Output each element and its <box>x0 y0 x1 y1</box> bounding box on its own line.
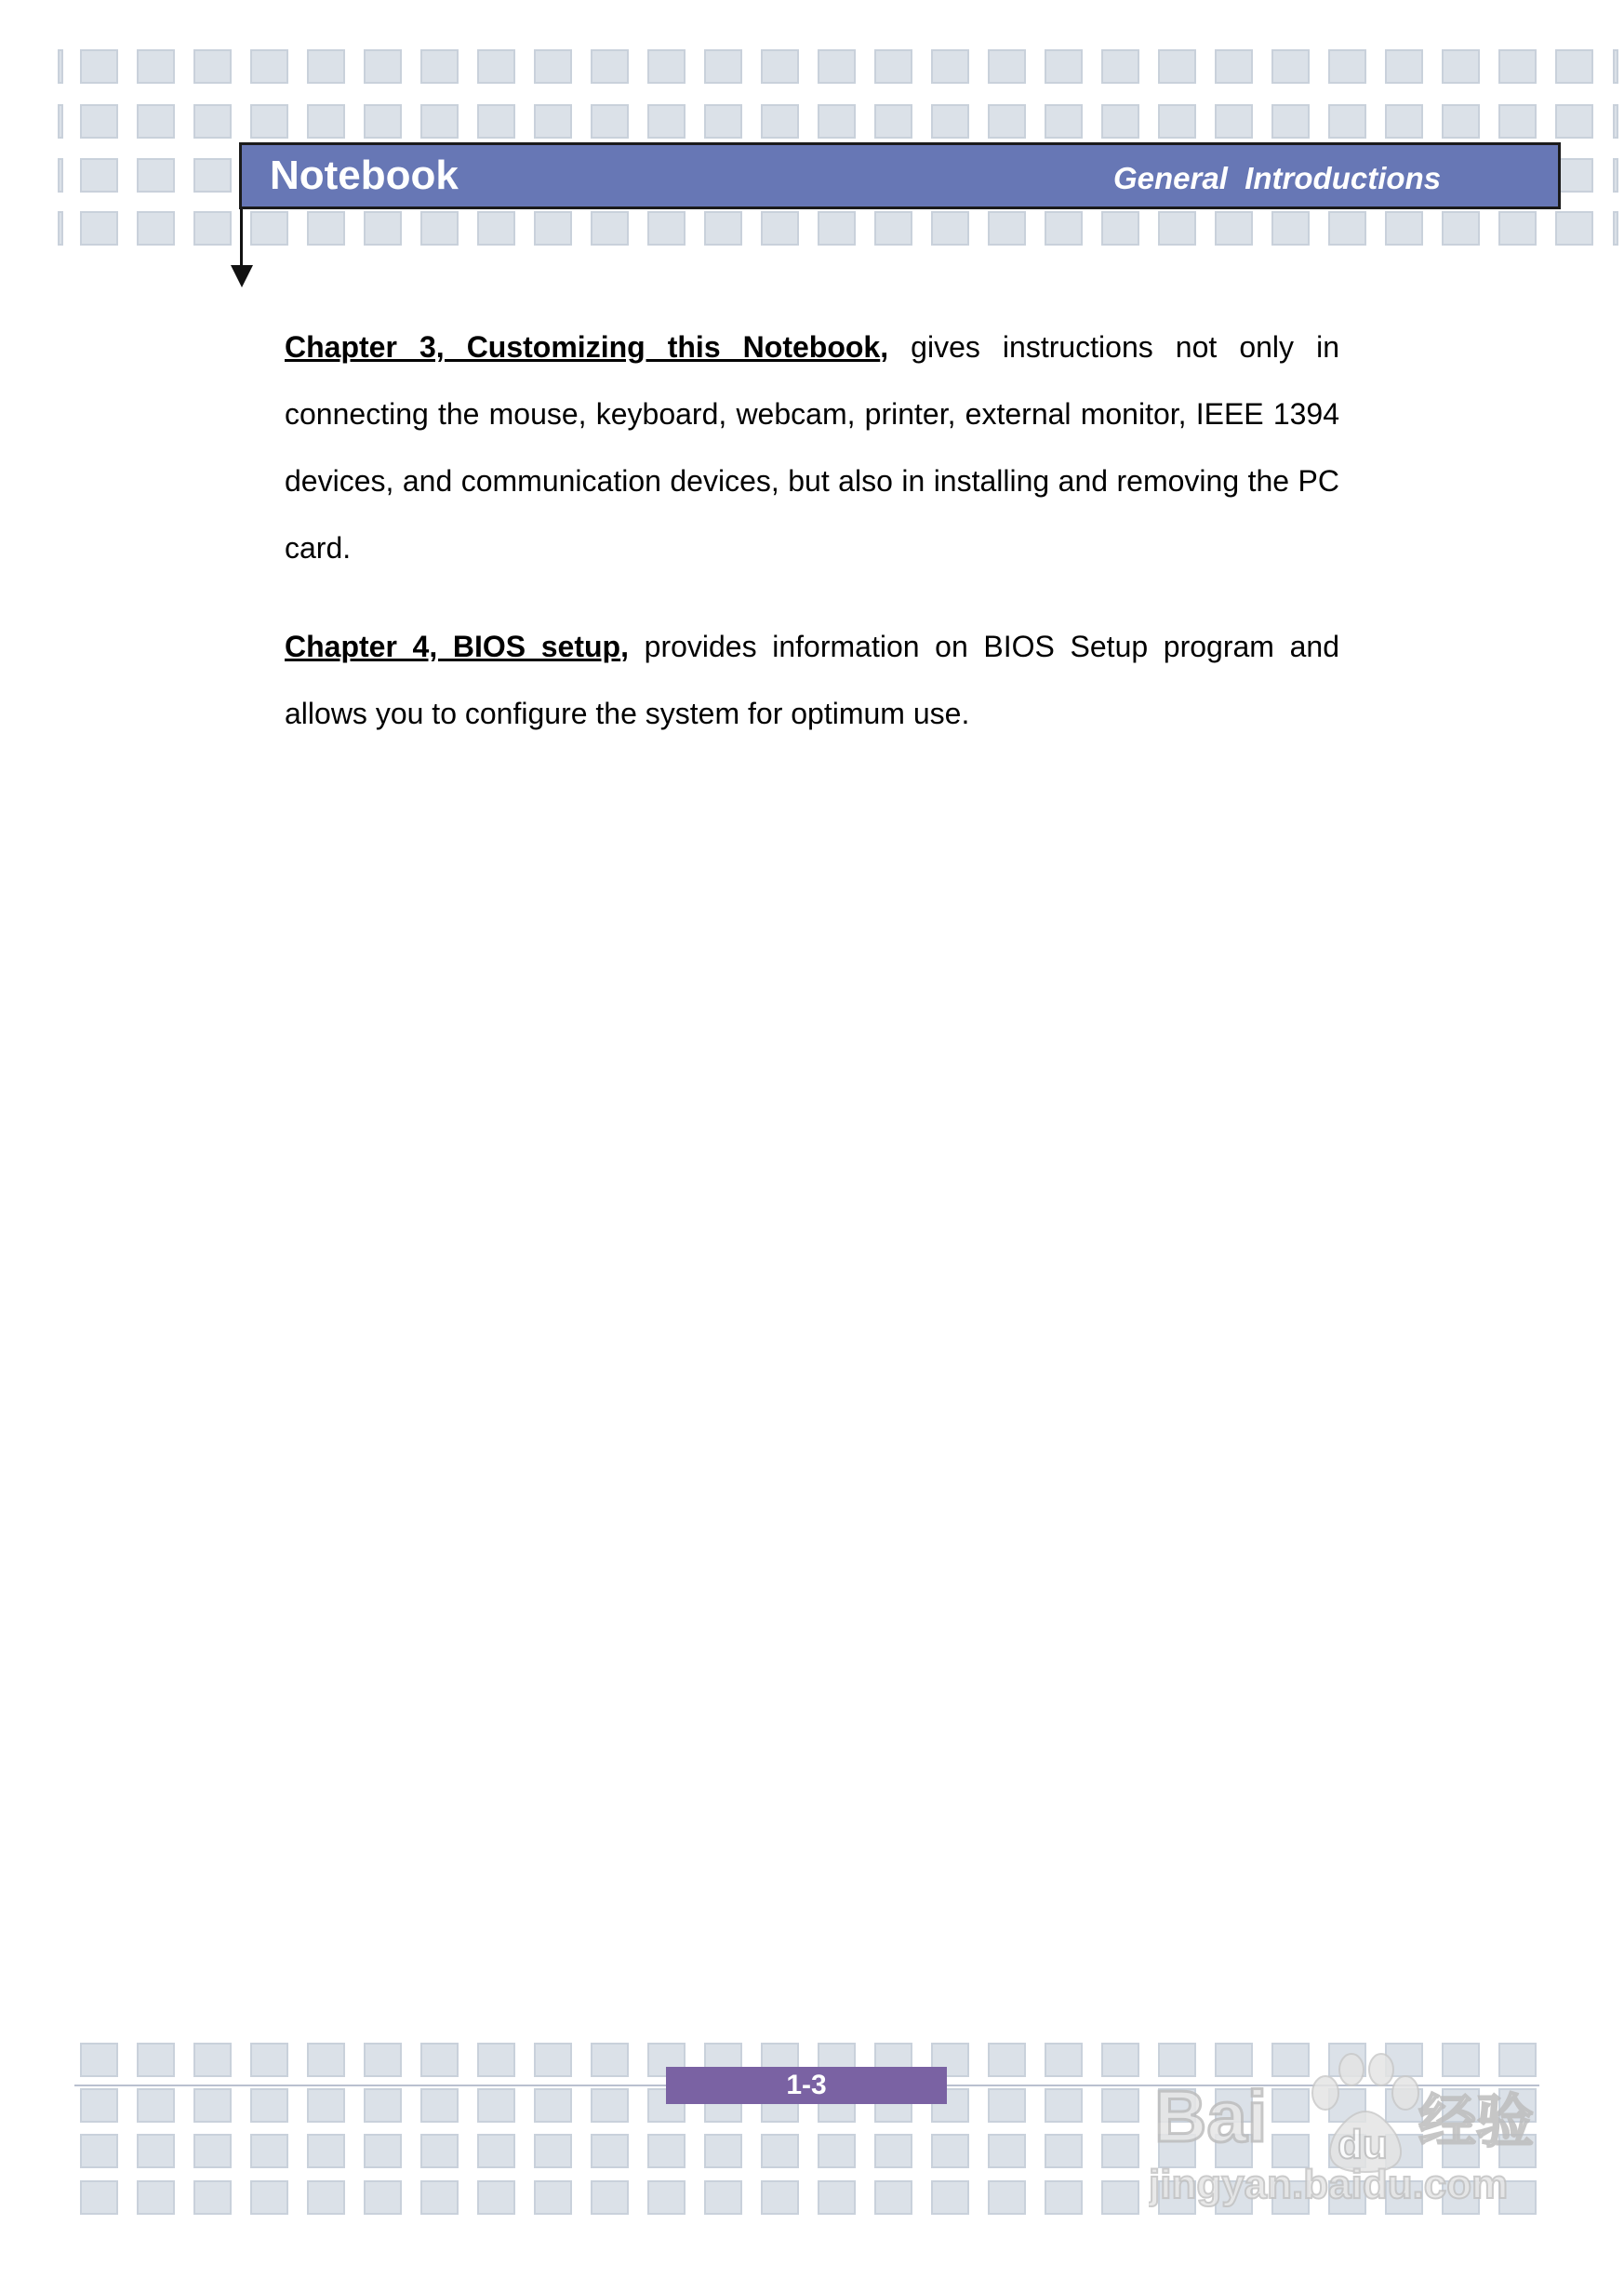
tile <box>1158 49 1196 84</box>
tile <box>1045 104 1083 139</box>
tile <box>647 2180 686 2215</box>
tile <box>1215 104 1253 139</box>
tile <box>1498 49 1537 84</box>
tile <box>477 2180 515 2215</box>
tile <box>704 211 742 246</box>
tile <box>1045 2043 1083 2077</box>
paragraph-body: gives instructions not only in connecting the mouse, keyboard, webcam, printer, external monitor, IEEE 1394 devices, and communication devices, but also in installing and removing the PC card. <box>285 330 1340 565</box>
tile <box>364 2134 402 2168</box>
tile <box>647 211 686 246</box>
tile <box>250 211 288 246</box>
tile <box>1101 2180 1139 2215</box>
tile <box>364 104 402 139</box>
tile <box>818 2180 856 2215</box>
tile <box>1498 211 1537 246</box>
tile <box>193 2134 232 2168</box>
tile <box>250 2088 288 2123</box>
tile <box>704 104 742 139</box>
tile <box>591 2088 629 2123</box>
tile <box>1101 2134 1139 2168</box>
tile <box>137 211 175 246</box>
tile <box>307 104 345 139</box>
tile <box>364 49 402 84</box>
tile <box>874 211 912 246</box>
tile <box>761 2180 799 2215</box>
watermark-cn: 经验 <box>1418 2087 1535 2155</box>
paragraph-body: provides information on BIOS Setup program and allows you to configure the system for optimum use. <box>285 630 1340 730</box>
tile <box>591 2043 629 2077</box>
tile <box>193 2043 232 2077</box>
tile <box>1555 49 1593 84</box>
tile <box>420 104 459 139</box>
tile <box>137 49 175 84</box>
tile <box>137 2134 175 2168</box>
tile <box>420 2043 459 2077</box>
tile <box>477 2134 515 2168</box>
tile <box>931 211 969 246</box>
tile <box>534 211 572 246</box>
paragraph-chapter-4 <box>285 613 1339 747</box>
tile <box>647 2134 686 2168</box>
tile <box>1045 2180 1083 2215</box>
tile <box>364 2088 402 2123</box>
tile <box>874 49 912 84</box>
chapter-reference: Chapter 4, BIOS setup <box>285 630 621 663</box>
chapter-reference: Chapter 3, Customizing this Notebook <box>285 330 881 364</box>
tile <box>818 104 856 139</box>
tile <box>1158 211 1196 246</box>
tile <box>1328 211 1366 246</box>
tile <box>1442 104 1480 139</box>
tile <box>704 2180 742 2215</box>
tile <box>137 2180 175 2215</box>
tile <box>1271 104 1310 139</box>
tile <box>761 211 799 246</box>
tile <box>193 211 232 246</box>
tile <box>193 158 232 193</box>
tile <box>193 2180 232 2215</box>
tile <box>80 2180 118 2215</box>
tile <box>1555 158 1593 193</box>
tile <box>307 2088 345 2123</box>
tile <box>420 2134 459 2168</box>
tile <box>80 49 118 84</box>
tile <box>477 2088 515 2123</box>
tile <box>534 2043 572 2077</box>
tile <box>1045 49 1083 84</box>
tile <box>80 158 118 193</box>
tile <box>874 2134 912 2168</box>
page-number: 1-3 <box>786 2070 827 2100</box>
tile <box>818 2134 856 2168</box>
tile <box>80 104 118 139</box>
tile <box>1385 211 1423 246</box>
tile <box>58 104 63 139</box>
tile <box>1271 49 1310 84</box>
page-number-box <box>666 2067 947 2104</box>
tile <box>988 2180 1026 2215</box>
tile <box>193 104 232 139</box>
tile <box>1101 49 1139 84</box>
tile <box>1385 49 1423 84</box>
tile <box>250 2043 288 2077</box>
tile <box>307 2134 345 2168</box>
tile <box>1328 49 1366 84</box>
watermark-url: jingyan.baidu.com <box>1149 2162 1509 2207</box>
tile <box>591 104 629 139</box>
tile <box>1271 211 1310 246</box>
tile <box>874 2180 912 2215</box>
tile <box>420 2180 459 2215</box>
tile <box>761 2134 799 2168</box>
tile <box>58 49 63 84</box>
header-bar <box>239 142 1561 209</box>
tile <box>1101 2088 1139 2123</box>
tile <box>988 211 1026 246</box>
tile <box>1498 104 1537 139</box>
tile <box>1442 49 1480 84</box>
tile <box>307 211 345 246</box>
down-arrow-icon <box>231 265 253 287</box>
tile <box>534 2134 572 2168</box>
tile <box>307 49 345 84</box>
tile <box>988 49 1026 84</box>
tile <box>1555 104 1593 139</box>
tile <box>1158 104 1196 139</box>
tile <box>364 211 402 246</box>
tile <box>874 104 912 139</box>
tile <box>534 2180 572 2215</box>
tile <box>137 2088 175 2123</box>
tile <box>58 211 63 246</box>
tile <box>1613 158 1618 193</box>
tile <box>534 49 572 84</box>
tile <box>420 2088 459 2123</box>
tile <box>80 2134 118 2168</box>
arrow-line <box>240 209 243 266</box>
tile <box>307 2043 345 2077</box>
tile <box>193 2088 232 2123</box>
tile <box>761 104 799 139</box>
tile <box>1613 211 1618 246</box>
tile <box>988 104 1026 139</box>
chapter-reference-comma: , <box>880 330 889 364</box>
section-title: General Introductions <box>1113 161 1442 195</box>
tile <box>477 2043 515 2077</box>
paragraph-chapter-3 <box>285 313 1339 581</box>
tile <box>704 2134 742 2168</box>
tile <box>931 2134 969 2168</box>
tile <box>137 2043 175 2077</box>
tile <box>250 49 288 84</box>
tile <box>477 104 515 139</box>
tile <box>1045 2134 1083 2168</box>
tile <box>1442 211 1480 246</box>
tile <box>1328 104 1366 139</box>
tile <box>1613 104 1618 139</box>
tile <box>931 104 969 139</box>
tile <box>818 49 856 84</box>
tile <box>250 2134 288 2168</box>
tile <box>591 2180 629 2215</box>
tile <box>250 104 288 139</box>
tile <box>988 2088 1026 2123</box>
tile <box>1045 211 1083 246</box>
tile <box>1045 2088 1083 2123</box>
tile <box>364 2043 402 2077</box>
tile <box>591 2134 629 2168</box>
tile <box>988 2043 1026 2077</box>
tile <box>1555 211 1593 246</box>
tile <box>1215 211 1253 246</box>
tile <box>534 104 572 139</box>
watermark-brand-suffix: du <box>1338 2122 1388 2167</box>
tile <box>137 104 175 139</box>
tile <box>80 2043 118 2077</box>
tile <box>307 2180 345 2215</box>
tile <box>761 49 799 84</box>
tile <box>647 104 686 139</box>
tile <box>534 2088 572 2123</box>
tile <box>988 2134 1026 2168</box>
tile <box>931 2180 969 2215</box>
tile <box>58 158 63 193</box>
tile <box>250 2180 288 2215</box>
document-title: Notebook <box>270 153 459 198</box>
tile <box>420 49 459 84</box>
watermark-logo <box>1149 2032 1539 2218</box>
tile <box>364 2180 402 2215</box>
watermark-brand: Bai <box>1154 2075 1268 2157</box>
tile <box>1215 49 1253 84</box>
tile <box>931 49 969 84</box>
tile <box>1101 211 1139 246</box>
chapter-reference-comma: , <box>620 630 629 663</box>
tile <box>647 49 686 84</box>
tile <box>1101 104 1139 139</box>
tile <box>1101 2043 1139 2077</box>
tile <box>477 211 515 246</box>
tile <box>818 211 856 246</box>
tile <box>591 211 629 246</box>
tile <box>137 158 175 193</box>
tile <box>420 211 459 246</box>
tile <box>193 49 232 84</box>
tile <box>591 49 629 84</box>
tile <box>1613 49 1618 84</box>
tile <box>80 211 118 246</box>
tile <box>477 49 515 84</box>
tile <box>704 49 742 84</box>
tile <box>80 2088 118 2123</box>
tile <box>1385 104 1423 139</box>
